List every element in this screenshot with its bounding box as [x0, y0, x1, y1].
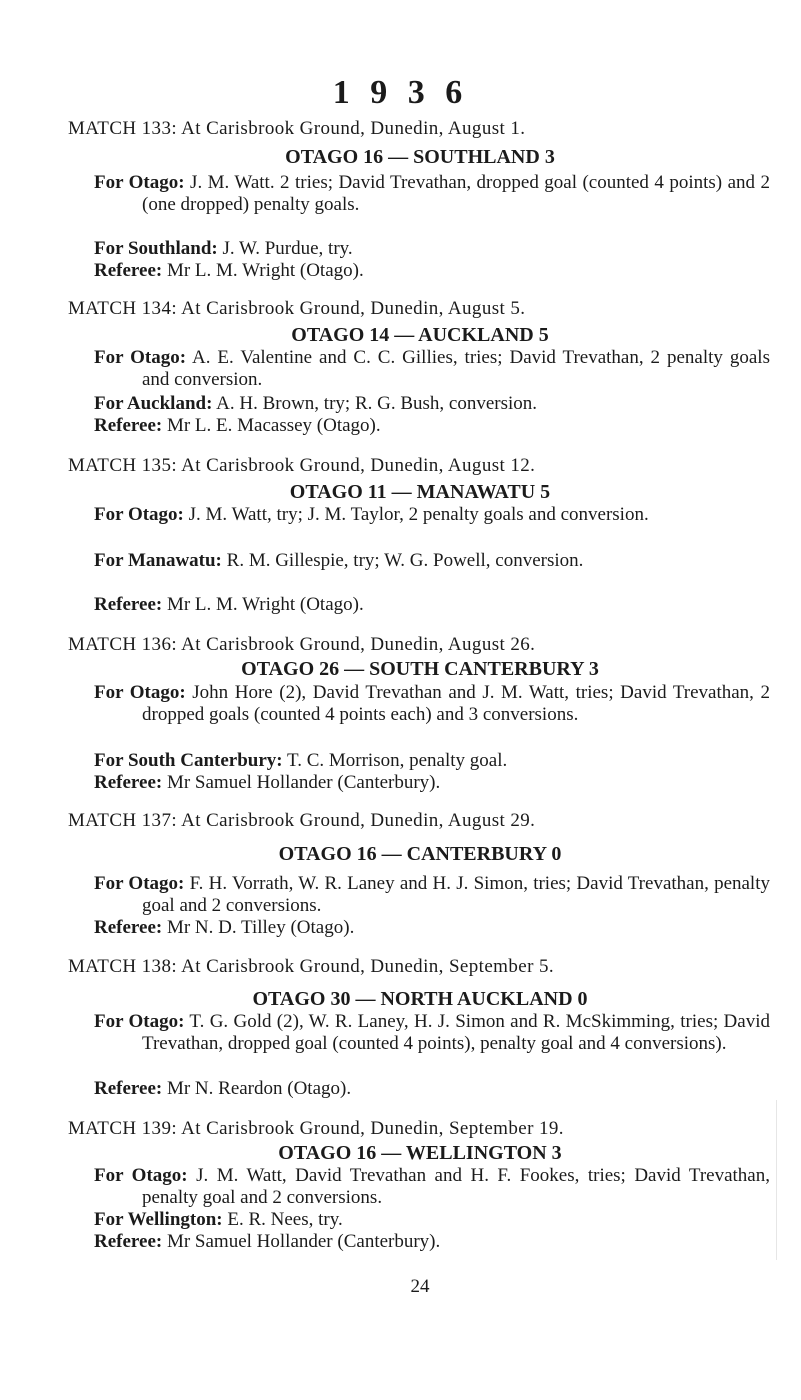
team-label: For Otago:: [94, 1165, 188, 1186]
match-heading: MATCH 133: At Carisbrook Ground, Dunedin, August 1.: [68, 118, 526, 139]
entry-text: R. M. Gillespie, try; W. G. Powell, conversion.: [221, 550, 584, 571]
entry-text: J. W. Purdue, try.: [217, 238, 353, 259]
entry-text: J. M. Watt. 2 tries; David Trevathan, dropped goal (counted 4 points) and 2 (one dropped) penalty goals.: [142, 172, 770, 215]
entry-text: E. R. Nees, try.: [222, 1209, 343, 1230]
referee: [94, 1078, 770, 1100]
entry-text: Mr L. M. Wright (Otago).: [162, 594, 364, 615]
referee-label: Referee:: [94, 772, 163, 793]
scorers-home: [94, 1011, 770, 1055]
team-label: For Otago:: [94, 172, 185, 193]
referee: [94, 594, 770, 616]
match-score: OTAGO 16 — SOUTHLAND 3: [285, 146, 555, 168]
page-edge-divider: [776, 1100, 777, 1260]
referee-label: Referee:: [94, 415, 163, 436]
entry-text: J. M. Watt, try; J. M. Taylor, 2 penalty goals and conversion.: [183, 504, 649, 525]
team-label: For Wellington:: [94, 1209, 223, 1230]
scorers-away: [94, 1209, 770, 1231]
referee-label: Referee:: [94, 1231, 163, 1252]
referee: [94, 415, 770, 437]
referee-label: Referee:: [94, 594, 163, 615]
entry-text: J. M. Watt, David Trevathan and H. F. Fookes, tries; David Trevathan, penalty goal and 2 conversions.: [142, 1165, 770, 1208]
team-label: For Otago:: [94, 682, 186, 703]
entry-text: Mr Samuel Hollander (Canterbury).: [162, 1231, 441, 1252]
referee: [94, 917, 770, 939]
referee: [94, 260, 770, 282]
entry-text: A. E. Valentine and C. C. Gillies, tries; David Trevathan, 2 penalty goals and conversion.: [142, 347, 770, 390]
entry-text: A. H. Brown, try; R. G. Bush, conversion.: [212, 393, 538, 414]
page-number: 24: [410, 1276, 430, 1297]
scorers-away: [94, 750, 770, 772]
team-label: For Otago:: [94, 504, 184, 525]
scorers-home: [94, 682, 770, 726]
entry-text: Mr N. Reardon (Otago).: [162, 1078, 352, 1099]
entry-text: T. G. Gold (2), W. R. Laney, H. J. Simon and R. McSkimming, tries; David Trevathan, dropped goal (counted 4 points), penalty goal and 4 conversions).: [142, 1011, 770, 1054]
scorers-away: [94, 238, 770, 260]
referee: [94, 772, 770, 794]
entry-text: Mr N. D. Tilley (Otago).: [162, 917, 355, 938]
scorers-away: [94, 393, 770, 415]
match-score: OTAGO 11 — MANAWATU 5: [289, 481, 551, 503]
team-label: For Auckland:: [94, 393, 213, 414]
match-heading: MATCH 135: At Carisbrook Ground, Dunedin, August 12.: [68, 455, 536, 476]
team-label: For Otago:: [94, 873, 185, 894]
match-score: OTAGO 14 — AUCKLAND 5: [291, 324, 549, 346]
team-label: For Otago:: [94, 1011, 185, 1032]
entry-text: John Hore (2), David Trevathan and J. M. Watt, tries; David Trevathan, 2 dropped goals (counted 4 points each) and 3 conversions.: [142, 682, 770, 725]
team-label: For South Canterbury:: [94, 750, 283, 771]
team-label: For Otago:: [94, 347, 187, 368]
match-score: OTAGO 16 — CANTERBURY 0: [278, 843, 562, 865]
match-heading: MATCH 134: At Carisbrook Ground, Dunedin, August 5.: [68, 298, 526, 319]
match-heading: MATCH 136: At Carisbrook Ground, Dunedin, August 26.: [68, 634, 536, 655]
scorers-home: [94, 504, 770, 526]
referee-label: Referee:: [94, 917, 163, 938]
scorers-away: [94, 550, 770, 572]
team-label: For Manawatu:: [94, 550, 222, 571]
scorers-home: [94, 172, 770, 216]
match-score: OTAGO 30 — NORTH AUCKLAND 0: [252, 988, 588, 1010]
match-score: OTAGO 16 — WELLINGTON 3: [278, 1142, 562, 1164]
referee: [94, 1231, 770, 1253]
team-label: For Southland:: [94, 238, 218, 259]
entry-text: T. C. Morrison, penalty goal.: [282, 750, 508, 771]
match-heading: MATCH 137: At Carisbrook Ground, Dunedin, August 29.: [68, 810, 536, 831]
entry-text: Mr L. M. Wright (Otago).: [162, 260, 364, 281]
match-heading: MATCH 139: At Carisbrook Ground, Dunedin, September 19.: [68, 1118, 564, 1139]
match-score: OTAGO 26 — SOUTH CANTERBURY 3: [241, 658, 599, 680]
scorers-home: [94, 1165, 770, 1209]
referee-label: Referee:: [94, 260, 163, 281]
entry-text: Mr Samuel Hollander (Canterbury).: [162, 772, 441, 793]
referee-label: Referee:: [94, 1078, 163, 1099]
entry-text: Mr L. E. Macassey (Otago).: [162, 415, 381, 436]
scorers-home: [94, 873, 770, 917]
entry-text: F. H. Vorrath, W. R. Laney and H. J. Simon, tries; David Trevathan, penalty goal and 2 conversions.: [142, 873, 770, 916]
year-heading: 1 9 3 6: [332, 74, 469, 111]
match-heading: MATCH 138: At Carisbrook Ground, Dunedin, September 5.: [68, 956, 555, 977]
scorers-home: [94, 347, 770, 391]
